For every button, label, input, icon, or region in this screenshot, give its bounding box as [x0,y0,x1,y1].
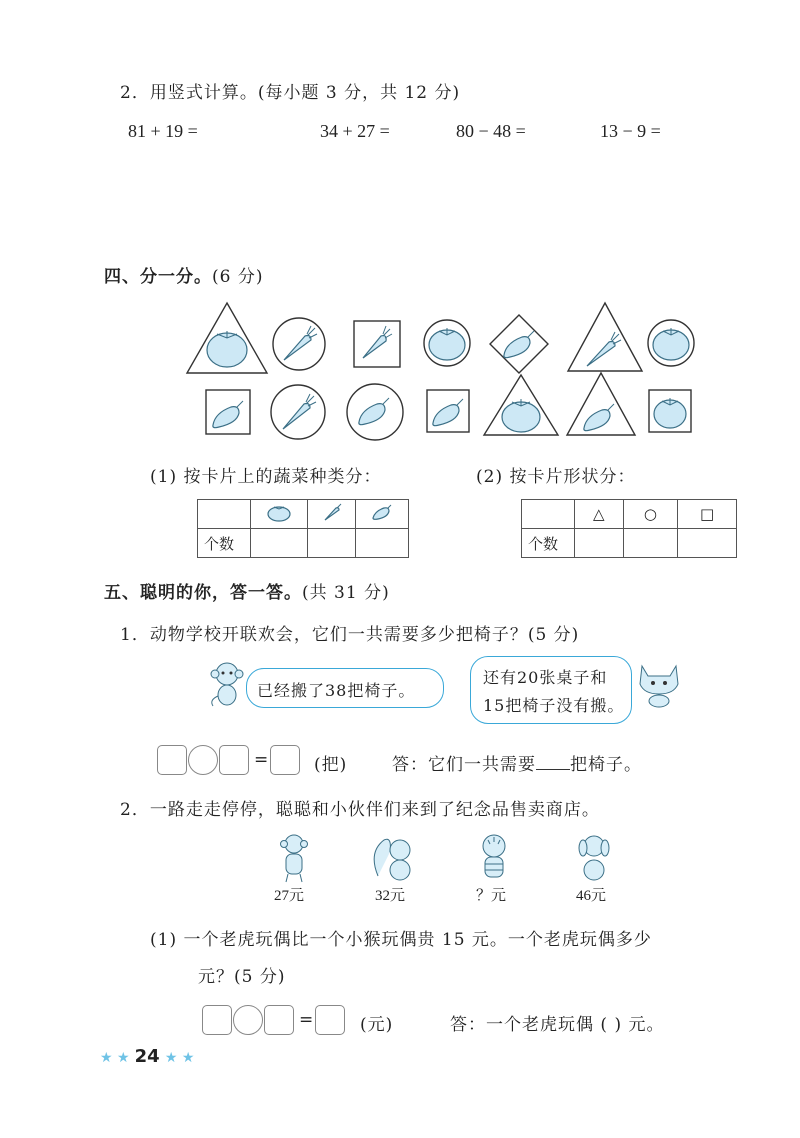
card-circle-tomato [422,318,472,368]
carrot-icon [363,326,392,358]
monkey-toy-icon [276,832,312,884]
bubble2-line2: 15把椅子没有搬。 [483,696,625,715]
table-by-shape [521,499,737,558]
p1-question: 1．动物学校开联欢会，它们一共需要多少把椅子？(5 分) [120,625,580,645]
tomato-icon [429,328,465,360]
card-square-tomato [648,389,692,433]
problem-4: 13 − 9 = [600,121,661,141]
card-circle-tomato-2 [646,318,696,368]
price-monkey: 27元 [274,888,305,904]
carrot-icon [321,502,343,522]
card-square-eggplant-2 [426,389,470,433]
eggplant-icon [433,399,463,426]
table2-header-circle: ○ [623,500,678,529]
p2-equals: = [299,1010,315,1030]
table2-cell-circle[interactable] [623,529,678,558]
card-circle-carrot [271,316,327,372]
tiger-toy-icon [474,832,514,884]
cat-icon [634,658,684,708]
section4-heading [104,262,263,287]
eggplant-icon [584,404,614,431]
table1-header-carrot [307,500,355,529]
table1-cell-eggplant[interactable] [356,529,409,558]
price-puppy: 46元 [576,888,607,904]
card-triangle-eggplant [564,370,638,438]
p1-unit: (把) [314,755,348,775]
squirrel-toy-icon [370,832,418,884]
table1-header-eggplant [356,500,409,529]
sub1-label: (1) 按卡片上的蔬菜种类分： [150,467,382,487]
tomato-icon [266,502,292,522]
problem-2: 34 + 27 = [320,121,390,141]
section5-title: 五、聪明的你，答一答。 [104,583,302,603]
table2-header-square: □ [678,500,737,529]
card-square-carrot [353,320,401,368]
table1-count-label: 个数 [198,529,251,558]
card-circle-carrot-2 [269,383,327,441]
table1-cell-carrot[interactable] [307,529,355,558]
p2-answer-box-1[interactable] [202,1005,232,1035]
p1-operator-circle[interactable] [188,745,218,775]
card-square-eggplant [205,389,251,435]
p2-answer-box-2[interactable] [264,1005,294,1035]
card-triangle-carrot [565,300,645,374]
table2-corner [522,500,575,529]
price-squirrel: 32元 [375,888,406,904]
tomato-icon [207,331,247,367]
p1-answer-blank[interactable] [536,753,570,770]
p2-sub1-line1: (1) 一个老虎玩偶比一个小猴玩偶贵 15 元。一个老虎玩偶多少 [150,930,652,950]
eggplant-icon [370,502,394,522]
price-tiger: ？元 [476,888,507,904]
table2-count-label: 个数 [522,529,575,558]
card-triangle-tomato [184,300,270,376]
table1-header-tomato [251,500,308,529]
q2-heading: 2．用竖式计算。(每小题 3 分，共 12 分) [120,83,461,103]
puppy-toy-icon [574,832,614,884]
sub2-label: (2) 按卡片形状分： [476,467,636,487]
page-footer [100,1046,194,1067]
carrot-icon [587,332,621,366]
bubble1-text: 已经搬了38把椅子。 [257,681,416,700]
speech-bubble-monkey [246,668,444,708]
p1-answer-box-1[interactable] [157,745,187,775]
p1-answer-suffix: 把椅子。 [570,755,642,775]
p1-answer-box-2[interactable] [219,745,249,775]
stars-right-icon: ★ ★ [164,1050,195,1066]
card-diamond-eggplant [488,313,550,375]
section4-score: (6 分) [212,267,264,287]
speech-bubble-cat [470,656,632,724]
table1-corner [198,500,251,529]
card-circle-eggplant [345,382,405,442]
section5-heading [104,578,390,603]
eggplant-icon [359,398,389,425]
p2-answer: 答：一个老虎玩偶 ( ) 元。 [450,1015,665,1035]
tomato-icon [653,328,689,360]
p1-answer-prefix: 答：它们一共需要 [392,755,536,775]
stars-left-icon: ★ ★ [100,1050,130,1066]
p2-unit: (元) [360,1015,394,1035]
eggplant-icon [213,401,243,428]
table-by-vegetable [197,499,409,558]
table2-header-triangle: △ [575,500,624,529]
p2-sub1-line2: 元？(5 分) [198,967,286,987]
table2-cell-triangle[interactable] [575,529,624,558]
carrot-icon [283,394,316,429]
p2-operator-circle[interactable] [233,1005,263,1035]
table1-cell-tomato[interactable] [251,529,308,558]
p2-result-box[interactable] [315,1005,345,1035]
card-triangle-tomato-2 [481,372,561,438]
tomato-icon [654,398,686,428]
monkey-icon [205,660,249,708]
problem-1: 81 + 19 = [128,121,198,141]
p1-answer [392,750,642,775]
bubble2-line1: 还有20张桌子和 [483,668,608,687]
section4-title: 四、分一分。 [104,267,212,287]
problem-3: 80 − 48 = [456,121,526,141]
table2-cell-square[interactable] [678,529,737,558]
p1-result-box[interactable] [270,745,300,775]
page-number: 24 [134,1046,160,1067]
eggplant-icon [504,331,534,358]
p2-intro: 2．一路走走停停，聪聪和小伙伴们来到了纪念品售卖商店。 [120,800,600,820]
carrot-icon [284,326,317,360]
p1-equals: = [254,750,270,770]
tomato-icon [502,399,540,432]
section5-score: (共 31 分) [302,583,390,603]
